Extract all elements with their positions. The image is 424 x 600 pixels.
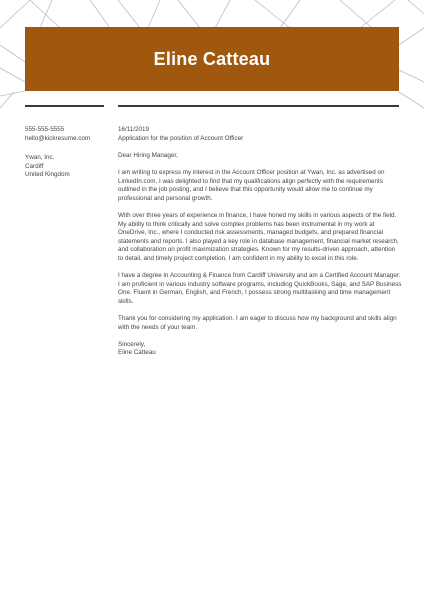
name-header-band: [25, 27, 399, 91]
recipient-country: United Kingdom: [25, 171, 70, 179]
recipient-company: Ywan, Inc.: [25, 154, 55, 162]
letter-paragraph: Thank you for considering my application. I am eager to discuss how my background and skills align with the needs of your team.: [118, 315, 397, 331]
letter-body: [118, 126, 402, 358]
letter-paragraph: I have a degree in Accounting & Finance from Cardiff University and am a Certified Account Manager. I am proficient in various industry software programs, including QuickBooks, Sage, and SAP Business One. Fluent in German, English, and French, I possess strong multitasking and time management skills.: [118, 272, 402, 305]
letter-signature: Eline Catteau: [118, 349, 156, 357]
main-divider: [118, 105, 399, 107]
applicant-name: Eline Catteau: [153, 48, 271, 69]
sidebar-divider: [25, 105, 104, 107]
letter-closing: Sincerely,: [118, 340, 146, 348]
sidebar-spacer: [25, 143, 115, 154]
contact-sidebar: [25, 126, 115, 180]
letter-salutation: Dear Hiring Manager,: [118, 151, 178, 159]
sender-email: hello@kickresume.com: [25, 134, 91, 142]
letter-paragraph: With over three years of experience in finance, I have honed my skills in various aspects of the field. My ability to think critically and solve complex problems has been instrumental in my work at OneDrive, Inc., where I conducted risk assessments, managed budgets, and prepared financial statements and reports. I also played a key role in database management, financial market research, and collaboration on profit maximization strategies. Known for my results-driven approach, attention to detail, and timely project completion, I am confident in my ability to excel in this role.: [118, 211, 399, 262]
letter-date: 16/11/2019: [118, 126, 150, 133]
recipient-city: Cardiff: [25, 162, 44, 170]
sender-phone: 555-555-5555: [25, 126, 65, 133]
letter-paragraph: I am writing to express my interest in the Account Officer position at Ywan, Inc. as advertised on LinkedIn.com. I was delighted to find that my qualifications align perfectly with the requirements outlined in the job posting, and I believe that this opportunity would allow me to continue my professional and personal growth.: [118, 168, 385, 202]
letter-subject: Application for the position of Account Officer: [118, 134, 244, 142]
